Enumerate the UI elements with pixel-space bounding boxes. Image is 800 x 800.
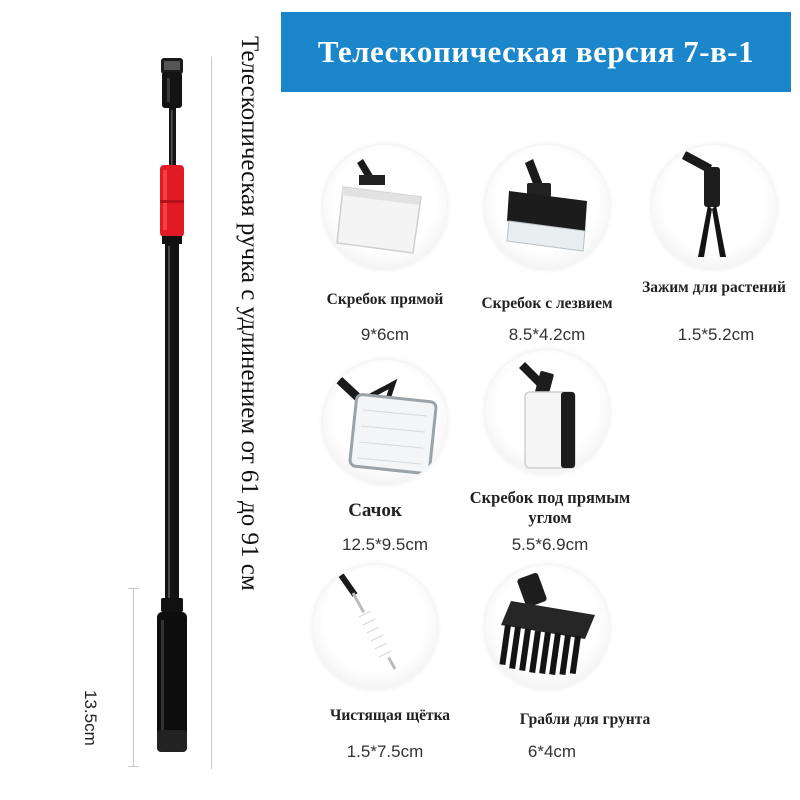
banner-title: Телескопическая версия 7-в-1 <box>317 34 755 69</box>
pole-middle-rod <box>165 244 179 604</box>
tool-size: 5.5*6.9cm <box>511 535 589 554</box>
tool-image-angle-scraper <box>485 350 609 474</box>
tool-image-cleaning-brush <box>313 565 437 689</box>
grip-dimension-line <box>133 588 134 766</box>
tool-name: Сачок <box>348 500 402 521</box>
tool-name: Скребок прямой <box>326 291 444 308</box>
tool-image-sponge-scraper <box>323 145 447 269</box>
tool-name: Скребок под прямым углом <box>469 488 631 527</box>
tool-size: 9*6cm <box>360 325 410 344</box>
gravel-rake-icon <box>485 565 609 689</box>
plant-tongs-icon <box>652 145 776 269</box>
tool-image-plant-tongs <box>652 145 776 269</box>
tool-name: Грабли для грунта <box>519 711 651 728</box>
sponge-scraper-icon <box>323 145 447 269</box>
tool-name: Скребок с лезвием <box>481 295 613 312</box>
tool-size: 6*4cm <box>527 742 577 761</box>
pole-head <box>162 72 182 108</box>
tool-image-fish-net <box>323 360 447 484</box>
tool-image-gravel-rake <box>485 565 609 689</box>
tool-name: Чистящая щётка <box>329 707 451 724</box>
tool-image-blade-scraper <box>485 145 609 269</box>
fish-net-icon <box>323 360 447 484</box>
tool-size: 1.5*5.2cm <box>677 325 755 344</box>
cleaning-brush-icon <box>313 565 437 689</box>
angle-scraper-icon <box>485 350 609 474</box>
length-dimension-line <box>211 57 212 769</box>
tool-size: 12.5*9.5cm <box>342 535 428 554</box>
blade-scraper-icon <box>485 145 609 269</box>
handle-length-label: Телескопическая ручка с удлинением от 61 до 91 см <box>236 36 263 591</box>
tool-name: Зажим для растений <box>642 279 786 296</box>
grip-length-label: 13.5cm <box>81 690 100 746</box>
telescopic-pole-image <box>140 50 230 770</box>
tool-size: 1.5*7.5cm <box>346 742 424 761</box>
tool-size: 8.5*4.2cm <box>508 325 586 344</box>
title-banner <box>281 12 791 92</box>
